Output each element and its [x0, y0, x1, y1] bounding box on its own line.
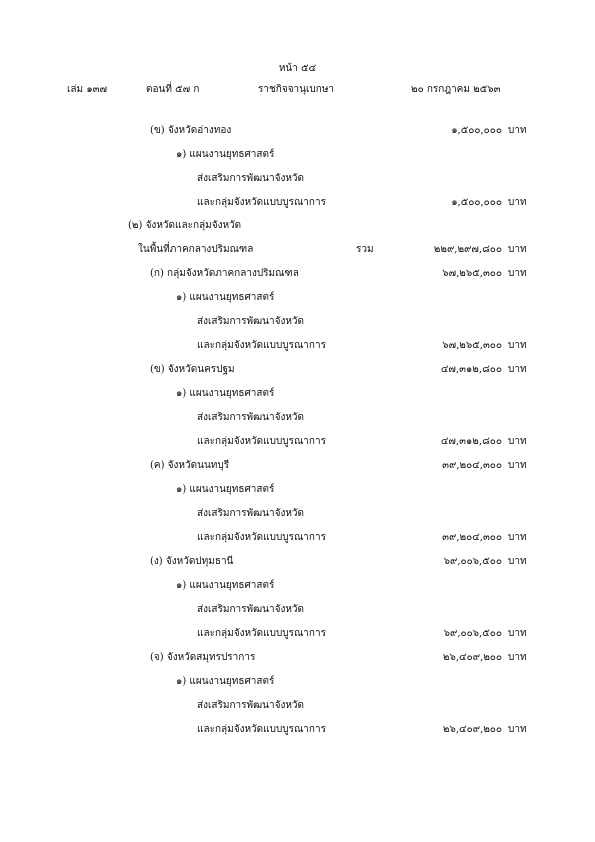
line-item-label: ในพื้นที่ภาคกลางปริมณฑล: [138, 244, 254, 255]
line-item: [0, 290, 595, 306]
line-item-label: (จ) จังหวัดสมุทรปราการ: [150, 652, 256, 663]
line-item-label: ๑) แผนงานยุทธศาสตร์: [176, 149, 275, 160]
currency-unit: บาท: [508, 364, 527, 375]
gazette-title: ราชกิจจานุเบกษา: [258, 84, 335, 95]
line-item: [0, 482, 595, 498]
amount-value: ๒๖,๔๐๙,๒๐๐: [442, 724, 502, 735]
volume-number: เล่ม ๑๓๗: [67, 84, 108, 95]
line-item-label: ๑) แผนงานยุทธศาสตร์: [176, 580, 275, 591]
amount-value: ๒๖,๔๐๙,๒๐๐: [442, 652, 502, 663]
amount-value: ๔๗,๓๑๒,๘๐๐: [440, 364, 502, 375]
amount-value: ๓๙,๒๐๔,๓๐๐: [442, 532, 502, 543]
line-item-label: (ค) จังหวัดนนทบุรี: [150, 460, 230, 471]
currency-unit: บาท: [508, 268, 527, 279]
currency-unit: บาท: [508, 197, 527, 208]
currency-unit: บาท: [508, 652, 527, 663]
currency-unit: บาท: [508, 556, 527, 567]
line-item-label: ส่งเสริมการพัฒนาจังหวัด: [197, 604, 305, 615]
line-item-label: ส่งเสริมการพัฒนาจังหวัด: [197, 700, 305, 711]
line-item: [0, 242, 595, 258]
line-item: [0, 147, 595, 163]
line-item: [0, 338, 595, 354]
line-item: [0, 386, 595, 402]
section-number: ตอนที่ ๕๗ ก: [146, 84, 200, 95]
currency-unit: บาท: [508, 628, 527, 639]
line-item: [0, 506, 595, 522]
line-item: [0, 674, 595, 690]
amount-value: ๒๒๙,๒๙๗,๘๐๐: [433, 244, 502, 255]
line-item-label: ส่งเสริมการพัฒนาจังหวัด: [197, 173, 305, 184]
line-item: [0, 650, 595, 666]
currency-unit: บาท: [508, 724, 527, 735]
amount-value: ๖๗,๒๖๕,๓๐๐: [442, 340, 502, 351]
amount-value: ๔๗,๓๑๒,๘๐๐: [440, 436, 502, 447]
line-item: [0, 434, 595, 450]
line-item: [0, 458, 595, 474]
line-item: [0, 554, 595, 570]
line-item-label: (๒) จังหวัดและกลุ่มจังหวัด: [128, 220, 242, 231]
amount-value: ๑,๕๐๐,๐๐๐: [451, 197, 502, 208]
line-item-label: ๑) แผนงานยุทธศาสตร์: [176, 388, 275, 399]
line-item: [0, 362, 595, 378]
currency-unit: บาท: [508, 340, 527, 351]
line-item-label: (ข) จังหวัดนครปฐม: [150, 364, 235, 375]
line-item: [0, 123, 595, 139]
line-item-label: ส่งเสริมการพัฒนาจังหวัด: [197, 412, 305, 423]
line-item: [0, 578, 595, 594]
line-item-label: และกลุ่มจังหวัดแบบบูรณาการ: [197, 532, 326, 543]
line-item-label: (ข) จังหวัดอ่างทอง: [150, 125, 232, 136]
line-item: [0, 195, 595, 211]
line-item: [0, 722, 595, 738]
line-item-label: (ง) จังหวัดปทุมธานี: [150, 556, 234, 567]
line-item: [0, 314, 595, 330]
currency-unit: บาท: [508, 436, 527, 447]
line-item: [0, 602, 595, 618]
line-item-label: และกลุ่มจังหวัดแบบบูรณาการ: [197, 197, 326, 208]
line-item: [0, 266, 595, 282]
line-item: [0, 410, 595, 426]
line-item-label: ๑) แผนงานยุทธศาสตร์: [176, 484, 275, 495]
currency-unit: บาท: [508, 532, 527, 543]
issue-date: ๒๐ กรกฎาคม ๒๕๖๓: [411, 84, 501, 95]
amount-value: ๖๙,๐๐๖,๕๐๐: [443, 556, 502, 567]
line-item: [0, 530, 595, 546]
currency-unit: บาท: [508, 460, 527, 471]
line-item-label: ส่งเสริมการพัฒนาจังหวัด: [197, 508, 305, 519]
line-item-label: และกลุ่มจังหวัดแบบบูรณาการ: [197, 724, 326, 735]
line-item: [0, 698, 595, 714]
line-item: [0, 626, 595, 642]
currency-unit: บาท: [508, 125, 527, 136]
line-item-label: ส่งเสริมการพัฒนาจังหวัด: [197, 316, 305, 327]
amount-value: ๓๙,๒๐๔,๓๐๐: [442, 460, 502, 471]
amount-value: ๖๗,๒๖๕,๓๐๐: [442, 268, 502, 279]
currency-unit: บาท: [508, 244, 527, 255]
line-item: [0, 218, 595, 234]
line-item-label: และกลุ่มจังหวัดแบบบูรณาการ: [197, 628, 326, 639]
line-item-label: และกลุ่มจังหวัดแบบบูรณาการ: [197, 436, 326, 447]
line-item-label: ๑) แผนงานยุทธศาสตร์: [176, 292, 275, 303]
total-label: รวม: [356, 244, 374, 255]
line-item-label: และกลุ่มจังหวัดแบบบูรณาการ: [197, 340, 326, 351]
amount-value: ๖๙,๐๐๖,๕๐๐: [443, 628, 502, 639]
line-item-label: (ก) กลุ่มจังหวัดภาคกลางปริมณฑล: [150, 268, 299, 279]
page-number: หน้า ๕๔: [278, 63, 317, 74]
amount-value: ๑,๕๐๐,๐๐๐: [451, 125, 502, 136]
line-item: [0, 171, 595, 187]
line-item-label: ๑) แผนงานยุทธศาสตร์: [176, 676, 275, 687]
